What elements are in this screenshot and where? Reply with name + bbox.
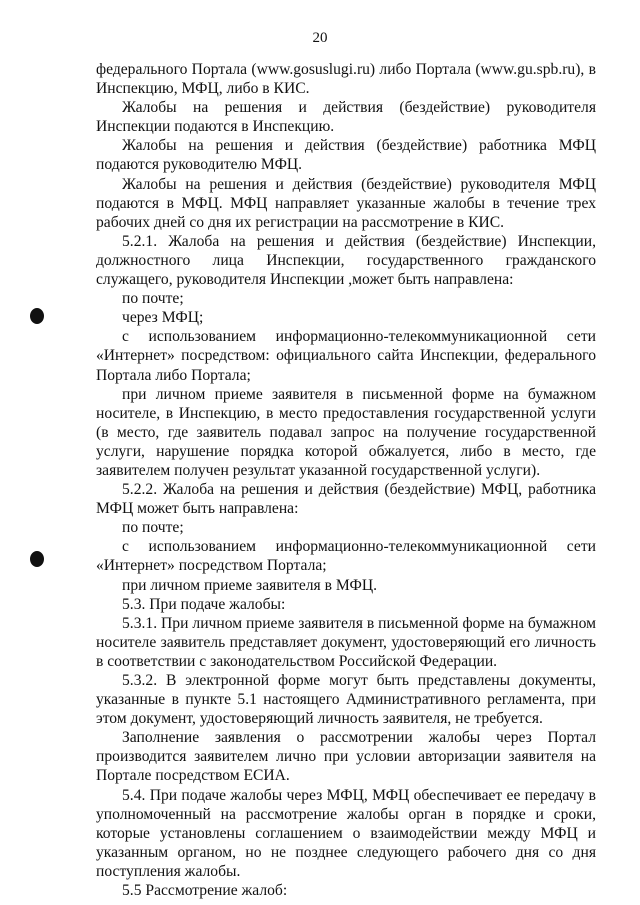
punch-hole-mark [30,551,44,567]
list-item-internet: с использованием информационно-телекоммуникационной сети «Интернет» посредством: официального сайта Инспекции, федерального Портала либо Портала; [96,328,596,384]
list-item-by-mail: по почте; [122,290,184,308]
paragraph-5-4: 5.4. При подаче жалобы через МФЦ, МФЦ обеспечивает ее передачу в уполномоченный на рассмотрение жалобы орган в порядке и сроки, которые установлены соглашением о взаимодействии между МФЦ и указанным органом, но не позднее следующего рабочего дня со дня поступления жалобы. [96,786,596,880]
paragraph-5-2-1: 5.2.1. Жалоба на решения и действия (бездействие) Инспекции, должностного лица Инспекции, государственного гражданского служащего, руководителя Инспекции ,может быть направлена: [96,232,596,289]
paragraph-5-3-1: 5.3.1. При личном приеме заявителя в письменной форме на бумажном носителе заявитель представляет документ, удостоверяющий его личность в соответствии с законодательством Российской Федерации. [96,614,596,670]
page-number: 20 [312,30,328,46]
list-item-personal-reception-mfc: при личном приеме заявителя в МФЦ. [122,576,378,594]
paragraph-5-2-2: 5.2.2. Жалоба на решения и действия (бездействие) МФЦ, работника МФЦ может быть направлена: [96,481,596,518]
list-item-personal-reception: при личном приеме заявителя в письменной форме на бумажном носителе, в Инспекцию, в место предоставления государственной услуги (в место, где заявитель подавал запрос на получение государственной услуги, нарушение порядка которой обжалуется, либо в место, где заявителем получен результат указанной государственной услуги). [96,385,596,479]
paragraph-inspection-head-complaints: Жалобы на решения и действия (бездействие) руководителя Инспекции подаются в Инспекцию. [96,99,596,136]
paragraph-mfc-worker-complaints: Жалобы на решения и действия (бездействие) работника МФЦ подаются руководителю МФЦ. [96,137,596,174]
paragraph-mfc-head-complaints: Жалобы на решения и действия (бездействие) руководителя МФЦ подаются в МФЦ. МФЦ направляет указанные жалобы в течение трех рабочих дней со дня их регистрации на рассмотрение в КИС. [96,175,596,231]
list-item-internet-portal: с использованием информационно-телекоммуникационной сети «Интернет» посредством Портала; [96,538,596,575]
paragraph-5-5: 5.5 Рассмотрение жалоб: [122,882,288,900]
paragraph-5-3: 5.3. При подаче жалобы: [122,595,286,613]
list-item-via-mfc: через МФЦ; [122,309,204,327]
paragraph-esia-authorization: Заполнение заявления о рассмотрении жалобы через Портал производится заявителем лично при условии авторизации заявителя на Портале посредством ЕСИА. [96,729,596,785]
list-item-by-mail: по почте; [122,519,184,537]
paragraph-portal-submission: федерального Портала (www.gosuslugi.ru) либо Портала (www.gu.spb.ru), в Инспекцию, МФЦ, либо в КИС. [96,61,596,98]
paragraph-5-3-2: 5.3.2. В электронной форме могут быть представлены документы, указанные в пункте 5.1 настоящего Административного регламента, при этом документ, удостоверяющий личность заявителя, не требуется. [96,672,596,728]
document-body [96,60,596,900]
punch-hole-mark [30,308,44,324]
